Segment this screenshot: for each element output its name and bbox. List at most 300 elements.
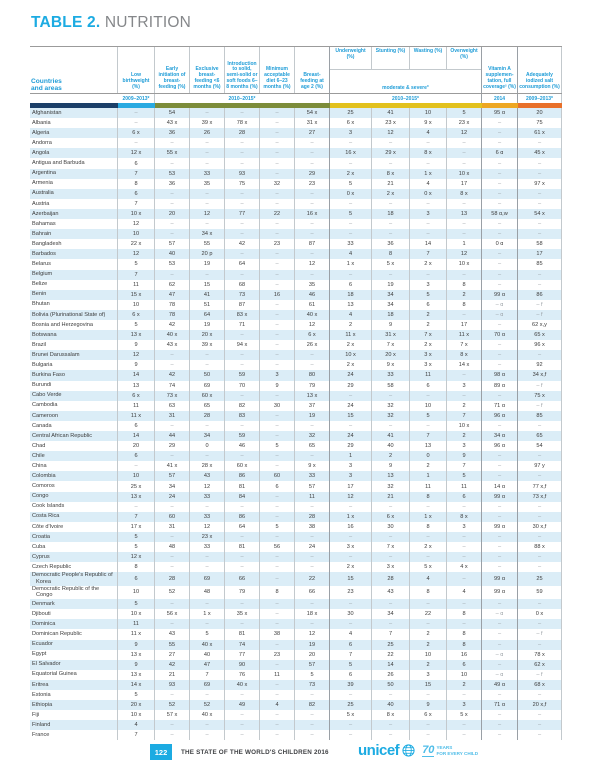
table-row — [30, 340, 562, 350]
value-cell: 70 ɑ — [482, 330, 518, 340]
value-cell: 36 — [372, 239, 410, 249]
period-iodized-salt: 2009–2013* — [518, 94, 562, 103]
value-cell: – — [260, 502, 295, 512]
value-cell: 30 — [372, 522, 410, 532]
value-cell: – — [260, 421, 295, 431]
col-header-early-initiation: Early initiation of breast-feeding (%) — [155, 47, 190, 93]
value-cell: 20 x — [372, 350, 410, 360]
value-cell: 55 x — [155, 148, 190, 158]
value-cell: 0 x — [410, 189, 447, 199]
value-cell: 48 — [190, 586, 225, 599]
value-cell: – — [295, 360, 330, 370]
value-cell: 6 — [447, 660, 482, 670]
value-cell: 13 x — [118, 650, 155, 660]
value-cell: – — [260, 461, 295, 471]
value-cell: – — [295, 199, 330, 209]
table-row — [30, 441, 562, 451]
value-cell: 33 — [295, 471, 330, 481]
value-cell: 15 x — [118, 290, 155, 300]
value-cell: 12 — [447, 128, 482, 138]
country-cell: Ecuador — [30, 640, 118, 650]
table-row — [30, 522, 562, 532]
value-cell: – — [225, 270, 260, 280]
value-cell: – — [118, 461, 155, 471]
value-cell: 28 — [225, 128, 260, 138]
table-row — [30, 552, 562, 562]
value-cell: 14 — [410, 239, 447, 249]
value-cell: 22 x — [118, 239, 155, 249]
value-cell: 13 x — [118, 330, 155, 340]
value-cell: – f — [518, 629, 562, 639]
value-cell: – — [447, 572, 482, 585]
value-cell: 8 x — [447, 189, 482, 199]
value-cell: 73 — [225, 290, 260, 300]
value-cell: 5 — [118, 532, 155, 542]
value-cell: 74 — [225, 640, 260, 650]
value-cell: – — [295, 532, 330, 542]
value-cell: 75 — [518, 118, 562, 128]
value-cell: 48 — [155, 542, 190, 552]
value-cell: 6 — [410, 381, 447, 391]
value-cell: – — [482, 562, 518, 572]
value-cell: 85 — [518, 259, 562, 269]
value-cell: 69 — [190, 381, 225, 391]
country-cell: Cambodia — [30, 401, 118, 411]
country-cell: Croatia — [30, 532, 118, 542]
value-cell: 8 x — [410, 148, 447, 158]
value-cell: – — [372, 391, 410, 401]
table-row — [30, 471, 562, 481]
value-cell: – — [447, 219, 482, 229]
value-cell: – — [518, 502, 562, 512]
value-cell: – f — [518, 401, 562, 411]
value-cell: 12 — [118, 350, 155, 360]
value-cell: 25 — [518, 572, 562, 585]
value-cell: 5 — [190, 629, 225, 639]
value-cell: – — [190, 108, 225, 118]
value-cell: – — [260, 512, 295, 522]
value-cell: 89 ɑ — [482, 381, 518, 391]
value-cell: 34 x,f — [518, 370, 562, 380]
value-cell: – — [260, 680, 295, 690]
value-cell: – — [155, 451, 190, 461]
value-cell: 40 x — [155, 330, 190, 340]
value-cell: 3 — [330, 471, 372, 481]
table-row — [30, 381, 562, 391]
value-cell: 98 ɑ — [482, 370, 518, 380]
value-cell: 19 — [190, 259, 225, 269]
value-cell: 12 x — [118, 148, 155, 158]
country-cell: Congo — [30, 492, 118, 502]
value-cell: 8 — [447, 280, 482, 290]
value-cell: 4 — [410, 179, 447, 189]
value-cell: – — [260, 229, 295, 239]
col-header-vitamin-a: Vitamin A supplemen-tation, full coverage² (%) — [482, 47, 518, 93]
value-cell: – — [225, 720, 260, 730]
value-cell: 4 — [447, 586, 482, 599]
value-cell: 12 — [190, 209, 225, 219]
value-cell: – — [260, 640, 295, 650]
value-cell: 58 ɑ,w — [482, 209, 518, 219]
value-cell: 11 x — [447, 330, 482, 340]
value-cell: 68 x — [518, 680, 562, 690]
country-cell: Benin — [30, 290, 118, 300]
value-cell: 99 ɑ — [482, 290, 518, 300]
country-cell: Afghanistan — [30, 108, 118, 118]
value-cell: – — [447, 502, 482, 512]
value-cell: 40 x — [190, 710, 225, 720]
country-cell: Bahamas — [30, 219, 118, 229]
value-cell: 75 x — [518, 391, 562, 401]
value-cell: 21 — [372, 179, 410, 189]
value-cell: – — [295, 451, 330, 461]
value-cell: – — [330, 421, 372, 431]
value-cell: 40 — [372, 700, 410, 710]
value-cell: 47 — [155, 290, 190, 300]
table-row — [30, 431, 562, 441]
value-cell: 78 x — [225, 118, 260, 128]
value-cell: – — [225, 710, 260, 720]
value-cell: 31 — [155, 411, 190, 421]
value-cell: – — [447, 690, 482, 700]
value-cell: 34 — [155, 481, 190, 491]
value-cell: 83 x — [225, 310, 260, 320]
period-row — [30, 93, 562, 103]
value-cell: 33 — [190, 169, 225, 179]
value-cell: 41 — [190, 290, 225, 300]
value-cell: 11 — [410, 370, 447, 380]
value-cell: – — [225, 330, 260, 340]
value-cell: – — [190, 562, 225, 572]
country-cell: France — [30, 730, 118, 740]
value-cell: 2 — [410, 629, 447, 639]
value-cell: – — [118, 138, 155, 148]
value-cell: 32 — [260, 179, 295, 189]
value-cell: 12 — [190, 481, 225, 491]
table-row — [30, 249, 562, 259]
value-cell: – — [482, 360, 518, 370]
value-cell: – — [482, 542, 518, 552]
value-cell: – — [410, 720, 447, 730]
value-cell: 43 — [190, 471, 225, 481]
value-cell: 3 — [330, 461, 372, 471]
value-cell: 2 — [410, 640, 447, 650]
table-row — [30, 660, 562, 670]
value-cell: 11 — [118, 280, 155, 290]
value-cell: 9 — [118, 360, 155, 370]
value-cell: – — [410, 199, 447, 209]
page-number-badge: 122 — [150, 744, 172, 760]
value-cell: 2 — [447, 401, 482, 411]
value-cell: – — [410, 730, 447, 740]
value-cell: – — [225, 229, 260, 239]
value-cell: 10 — [118, 229, 155, 239]
value-cell: 2 — [447, 680, 482, 690]
value-cell: 17 x — [118, 522, 155, 532]
value-cell: – — [260, 270, 295, 280]
value-cell: 36 — [155, 179, 190, 189]
value-cell: – — [410, 138, 447, 148]
country-cell: Bulgaria — [30, 360, 118, 370]
report-title: THE STATE OF THE WORLD'S CHILDREN 2016 — [181, 749, 329, 756]
value-cell: 7 x — [410, 330, 447, 340]
value-cell: 78 x — [518, 650, 562, 660]
value-cell: 29 — [295, 169, 330, 179]
moderate-severe-label: moderate & severe° — [382, 85, 429, 91]
value-cell: – — [410, 599, 447, 609]
value-cell: 62 x — [518, 660, 562, 670]
value-cell: – — [190, 189, 225, 199]
value-cell: 42 — [155, 370, 190, 380]
value-cell: 10 — [447, 670, 482, 680]
value-cell: – — [482, 189, 518, 199]
value-cell: 69 — [190, 680, 225, 690]
value-cell: 8 x — [372, 169, 410, 179]
value-cell: 10 — [410, 650, 447, 660]
value-cell: 86 — [225, 471, 260, 481]
value-cell: 9 — [118, 660, 155, 670]
country-cell: Burkina Faso — [30, 370, 118, 380]
value-cell: 12 — [190, 522, 225, 532]
value-cell: – — [482, 259, 518, 269]
value-cell: 54 — [155, 108, 190, 118]
value-cell: 12 — [295, 629, 330, 639]
value-cell: – — [155, 158, 190, 168]
value-cell: 60 — [260, 471, 295, 481]
value-cell: 24 — [330, 401, 372, 411]
value-cell: 18 x — [295, 609, 330, 619]
value-cell: 8 — [118, 179, 155, 189]
value-cell: 7 — [118, 512, 155, 522]
value-cell: – — [295, 502, 330, 512]
table-row — [30, 370, 562, 380]
country-cell: Antigua and Barbuda — [30, 158, 118, 168]
value-cell: 13 x — [295, 391, 330, 401]
value-cell: 12 — [447, 249, 482, 259]
value-cell: 19 — [295, 411, 330, 421]
value-cell: – — [295, 229, 330, 239]
value-cell: 60 — [155, 512, 190, 522]
table-row — [30, 609, 562, 619]
value-cell: – — [518, 350, 562, 360]
value-cell: – — [190, 350, 225, 360]
value-cell: 31 — [155, 522, 190, 532]
value-cell: – — [447, 720, 482, 730]
value-cell: 3 x — [372, 562, 410, 572]
value-cell: – — [118, 108, 155, 118]
value-cell: 93 — [225, 169, 260, 179]
value-cell: 14 — [372, 660, 410, 670]
value-cell: 9 — [372, 461, 410, 471]
value-cell: 29 — [330, 381, 372, 391]
value-cell: 13 — [330, 300, 372, 310]
value-cell: – — [190, 158, 225, 168]
value-cell: – — [260, 710, 295, 720]
value-cell: 55 — [190, 239, 225, 249]
value-cell: – f — [518, 670, 562, 680]
value-cell: – — [330, 599, 372, 609]
value-cell: 23 x — [372, 118, 410, 128]
value-cell: 49 — [225, 700, 260, 710]
value-cell: – — [260, 189, 295, 199]
value-cell: 7 — [447, 411, 482, 421]
value-cell: 5 — [447, 471, 482, 481]
value-cell: 65 x — [518, 330, 562, 340]
value-cell: – — [518, 199, 562, 209]
value-cell: 31 x — [372, 330, 410, 340]
value-cell: – — [482, 179, 518, 189]
value-cell: 32 — [372, 481, 410, 491]
value-cell: – — [447, 599, 482, 609]
value-cell: – — [372, 690, 410, 700]
value-cell: – — [295, 690, 330, 700]
value-cell: – — [225, 189, 260, 199]
anthropometry-group-header — [330, 47, 482, 93]
value-cell: 64 — [225, 259, 260, 269]
country-cell: Bangladesh — [30, 239, 118, 249]
value-cell: 14 ɑ — [482, 481, 518, 491]
value-cell: 6 — [118, 421, 155, 431]
value-cell: 10 — [410, 108, 447, 118]
value-cell: 42 — [225, 239, 260, 249]
value-cell: 7 — [118, 169, 155, 179]
value-cell: 20 x — [118, 700, 155, 710]
value-cell: – — [190, 720, 225, 730]
value-cell: 30 — [260, 401, 295, 411]
value-cell: – — [190, 552, 225, 562]
value-cell: 6 x — [372, 512, 410, 522]
table-row — [30, 229, 562, 239]
value-cell: – — [330, 219, 372, 229]
value-cell: 12 x — [118, 552, 155, 562]
period-breastfeeding: 2010–2015* — [155, 94, 330, 103]
value-cell: – — [482, 619, 518, 629]
value-cell: 59 — [225, 431, 260, 441]
value-cell: 1 x — [330, 259, 372, 269]
value-cell: 96 ɑ — [482, 441, 518, 451]
value-cell: – — [155, 562, 190, 572]
value-cell: 11 — [447, 481, 482, 491]
value-cell: – — [447, 730, 482, 740]
col-header-exclusive-breastfeeding: Exclusive breast-feeding <6 months (%) — [190, 47, 225, 93]
value-cell: – — [447, 552, 482, 562]
value-cell: – — [518, 512, 562, 522]
value-cell: – — [518, 599, 562, 609]
value-cell: 4 — [330, 629, 372, 639]
value-cell: 73 x — [155, 391, 190, 401]
value-cell: 99 ɑ — [482, 572, 518, 585]
value-cell: – — [260, 259, 295, 269]
country-cell: Botswana — [30, 330, 118, 340]
value-cell: 3 — [447, 441, 482, 451]
value-cell: – — [447, 370, 482, 380]
value-cell: – — [447, 199, 482, 209]
value-cell: – — [295, 562, 330, 572]
country-cell: Democratic Republic of the Congo — [30, 586, 118, 599]
table-row — [30, 700, 562, 710]
value-cell: 22 — [260, 209, 295, 219]
value-cell: 3 x — [410, 360, 447, 370]
value-cell: – — [260, 391, 295, 401]
value-cell: 41 — [372, 108, 410, 118]
value-cell: – — [447, 229, 482, 239]
value-cell: 39 x — [190, 118, 225, 128]
value-cell: – — [155, 552, 190, 562]
value-cell: 10 — [118, 300, 155, 310]
value-cell: – — [190, 730, 225, 740]
value-cell: 3 x — [410, 350, 447, 360]
value-cell: 10 — [118, 586, 155, 599]
period-spacer — [30, 94, 118, 103]
value-cell: 0 ɑ — [482, 239, 518, 249]
value-cell: 81 — [225, 542, 260, 552]
value-cell: – — [260, 619, 295, 629]
value-cell: – — [260, 720, 295, 730]
value-cell: – — [260, 310, 295, 320]
value-cell: – — [260, 599, 295, 609]
value-cell: – — [518, 552, 562, 562]
value-cell: – — [410, 229, 447, 239]
country-cell: Bolivia (Plurinational State of) — [30, 310, 118, 320]
table-row — [30, 730, 562, 740]
value-cell: – f — [518, 381, 562, 391]
value-cell: 62 x,y — [518, 320, 562, 330]
value-cell: – — [482, 461, 518, 471]
col-header-overweight: Overweight (%) — [450, 48, 478, 60]
value-cell: 17 — [518, 249, 562, 259]
table-row — [30, 461, 562, 471]
value-cell: 31 x — [295, 118, 330, 128]
value-cell: 5 — [330, 179, 372, 189]
value-cell: – — [482, 421, 518, 431]
value-cell: 20 p — [190, 249, 225, 259]
value-cell: 57 — [295, 660, 330, 670]
value-cell: 5 — [118, 320, 155, 330]
value-cell: – — [190, 619, 225, 629]
value-cell: – — [482, 320, 518, 330]
table-row — [30, 492, 562, 502]
value-cell: 42 — [155, 320, 190, 330]
value-cell: – — [518, 270, 562, 280]
value-cell: 46 — [225, 441, 260, 451]
value-cell: 26 x — [295, 340, 330, 350]
value-cell: 8 — [410, 586, 447, 599]
value-cell: – — [190, 138, 225, 148]
value-cell: 15 — [330, 572, 372, 585]
value-cell: – — [190, 451, 225, 461]
value-cell: – — [225, 158, 260, 168]
value-cell: – — [330, 690, 372, 700]
value-cell: 8 — [447, 629, 482, 639]
value-cell: – — [372, 552, 410, 562]
value-cell: 54 x — [518, 209, 562, 219]
value-cell: 43 x — [155, 340, 190, 350]
value-cell: 33 — [190, 492, 225, 502]
value-cell: 5 — [118, 259, 155, 269]
value-cell: – — [482, 138, 518, 148]
value-cell: 7 — [447, 461, 482, 471]
value-cell: – — [260, 350, 295, 360]
value-cell: 97 x — [518, 179, 562, 189]
value-cell: – ɑ — [482, 300, 518, 310]
value-cell: – — [260, 340, 295, 350]
value-cell: 25 x — [118, 481, 155, 491]
value-cell: – — [330, 391, 372, 401]
value-cell: – — [225, 138, 260, 148]
value-cell: – — [447, 532, 482, 542]
value-cell: 53 — [155, 169, 190, 179]
value-cell: 9 — [118, 340, 155, 350]
